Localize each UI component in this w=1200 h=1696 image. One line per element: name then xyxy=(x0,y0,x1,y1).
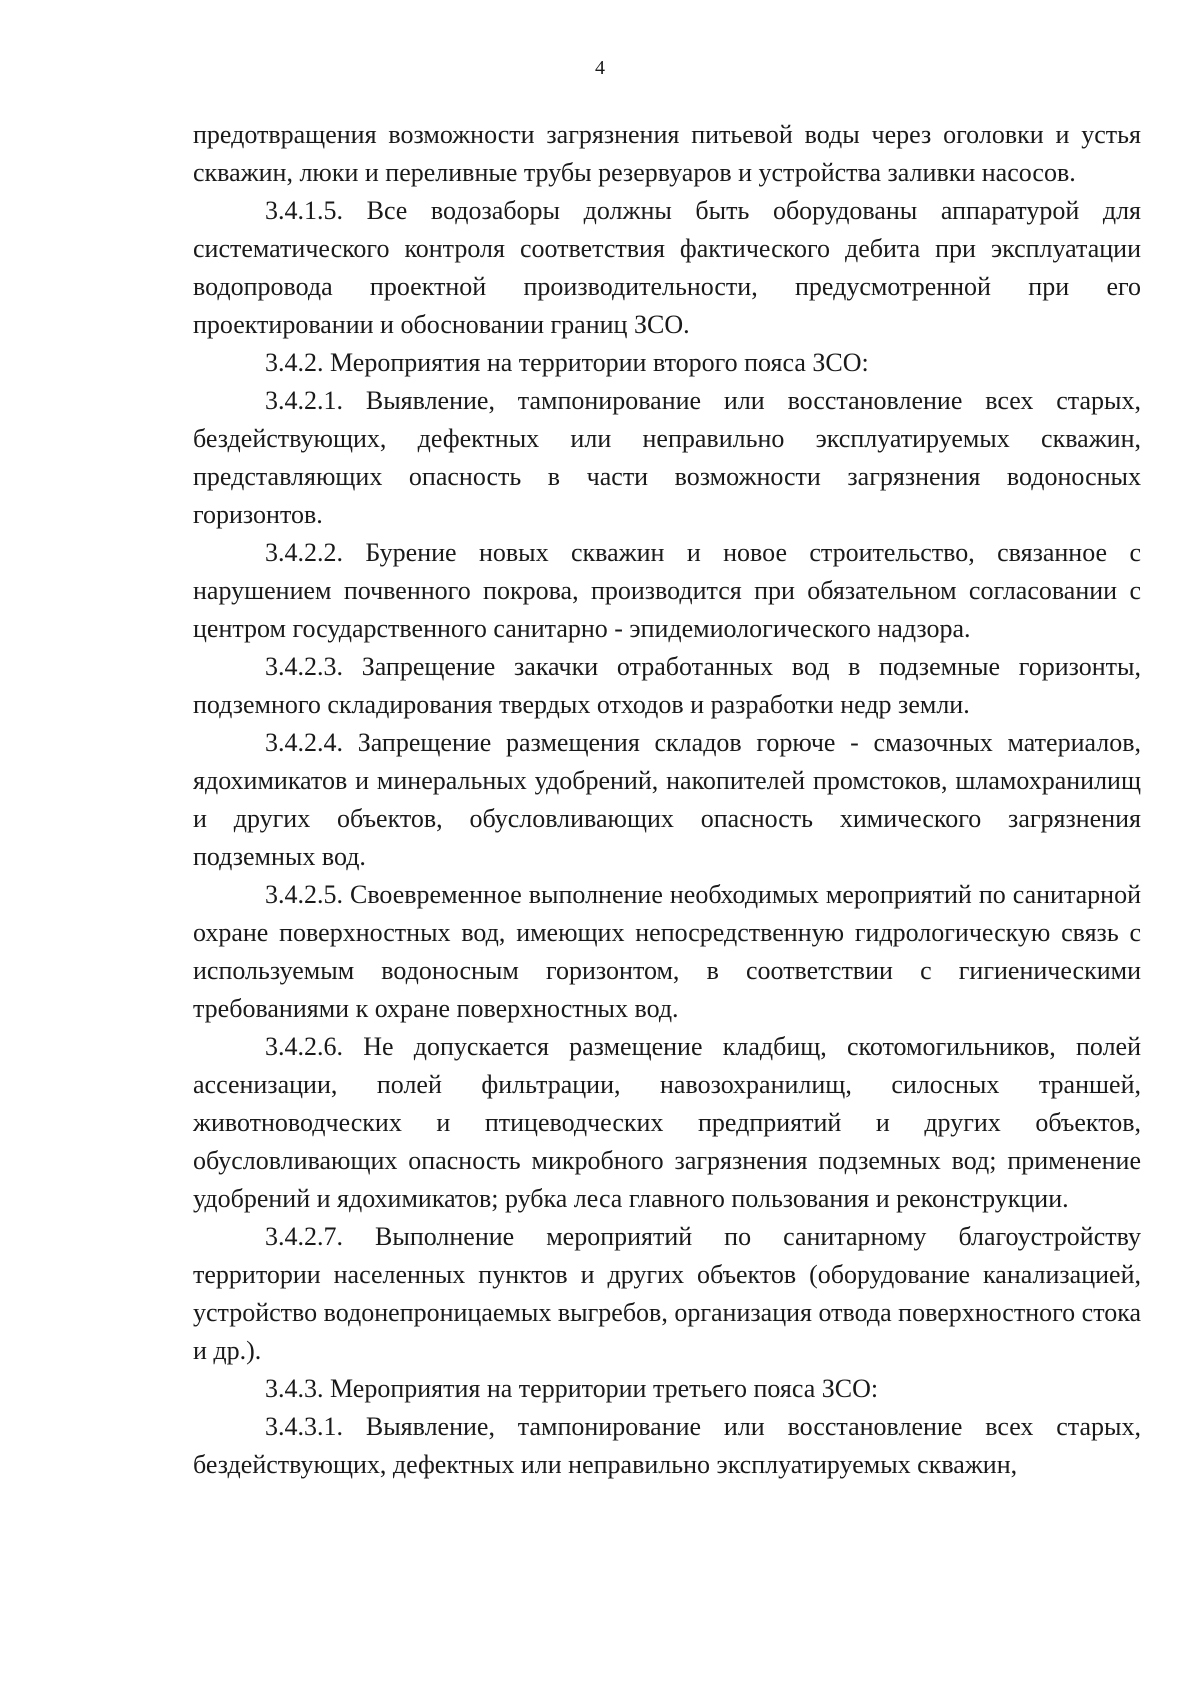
heading-3-4-2: 3.4.2. Мероприятия на территории второго пояса ЗСО: xyxy=(265,348,869,377)
paragraph-3-4-2-4: 3.4.2.4. Запрещение размещения складов горюче - смазочных материалов, ядохимикатов и минеральных удобрений, накопителей промстоков, шламохранилищ и других объектов, обусловливающих опасность химического загрязнения подземных вод. xyxy=(193,728,1141,871)
page-number: 4 xyxy=(595,57,605,79)
paragraph-3-4-2-6: 3.4.2.6. Не допускается размещение кладбищ, скотомогильников, полей ассенизации, полей фильтрации, навозохранилищ, силосных траншей, животноводческих и птицеводческих предприятий и других объектов, обусловливающих опасность микробного загрязнения подземных вод; применение удобрений и ядохимикатов; рубка леса главного пользования и реконструкции. xyxy=(193,1032,1141,1213)
heading-3-4-3: 3.4.3. Мероприятия на территории третьего пояса ЗСО: xyxy=(265,1374,879,1403)
paragraph-continuation: предотвращения возможности загрязнения питьевой воды через оголовки и устья скважин, люки и переливные трубы резервуаров и устройства заливки насосов. xyxy=(193,120,1141,187)
paragraph-3-4-1-5: 3.4.1.5. Все водозаборы должны быть оборудованы аппаратурой для систематического контроля соответствия фактического дебита при эксплуатации водопровода проектной производительности, предусмотренной при его проектировании и обосновании границ ЗСО. xyxy=(193,196,1141,339)
document-body xyxy=(193,116,1141,1484)
paragraph-3-4-2-7: 3.4.2.7. Выполнение мероприятий по санитарному благоустройству территории населенных пунктов и других объектов (оборудование канализацией, устройство водонепроницаемых выгребов, организация отвода поверхностного стока и др.). xyxy=(193,1222,1141,1365)
paragraph-3-4-2-3: 3.4.2.3. Запрещение закачки отработанных вод в подземные горизонты, подземного складирования твердых отходов и разработки недр земли. xyxy=(193,652,1141,719)
paragraph-3-4-3-1: 3.4.3.1. Выявление, тампонирование или восстановление всех старых, бездействующих, дефектных или неправильно эксплуатируемых скважин, xyxy=(193,1412,1141,1479)
paragraph-3-4-2-5: 3.4.2.5. Своевременное выполнение необходимых мероприятий по санитарной охране поверхностных вод, имеющих непосредственную гидрологическую связь с используемым водоносным горизонтом, в соответствии с гигиеническими требованиями к охране поверхностных вод. xyxy=(193,880,1141,1023)
paragraph-3-4-2-2: 3.4.2.2. Бурение новых скважин и новое строительство, связанное с нарушением почвенного покрова, производится при обязательном согласовании с центром государственного санитарно - эпидемиологического надзора. xyxy=(193,538,1141,643)
paragraph-3-4-2-1: 3.4.2.1. Выявление, тампонирование или восстановление всех старых, бездействующих, дефектных или неправильно эксплуатируемых скважин, представляющих опасность в части возможности загрязнения водоносных горизонтов. xyxy=(193,386,1141,529)
